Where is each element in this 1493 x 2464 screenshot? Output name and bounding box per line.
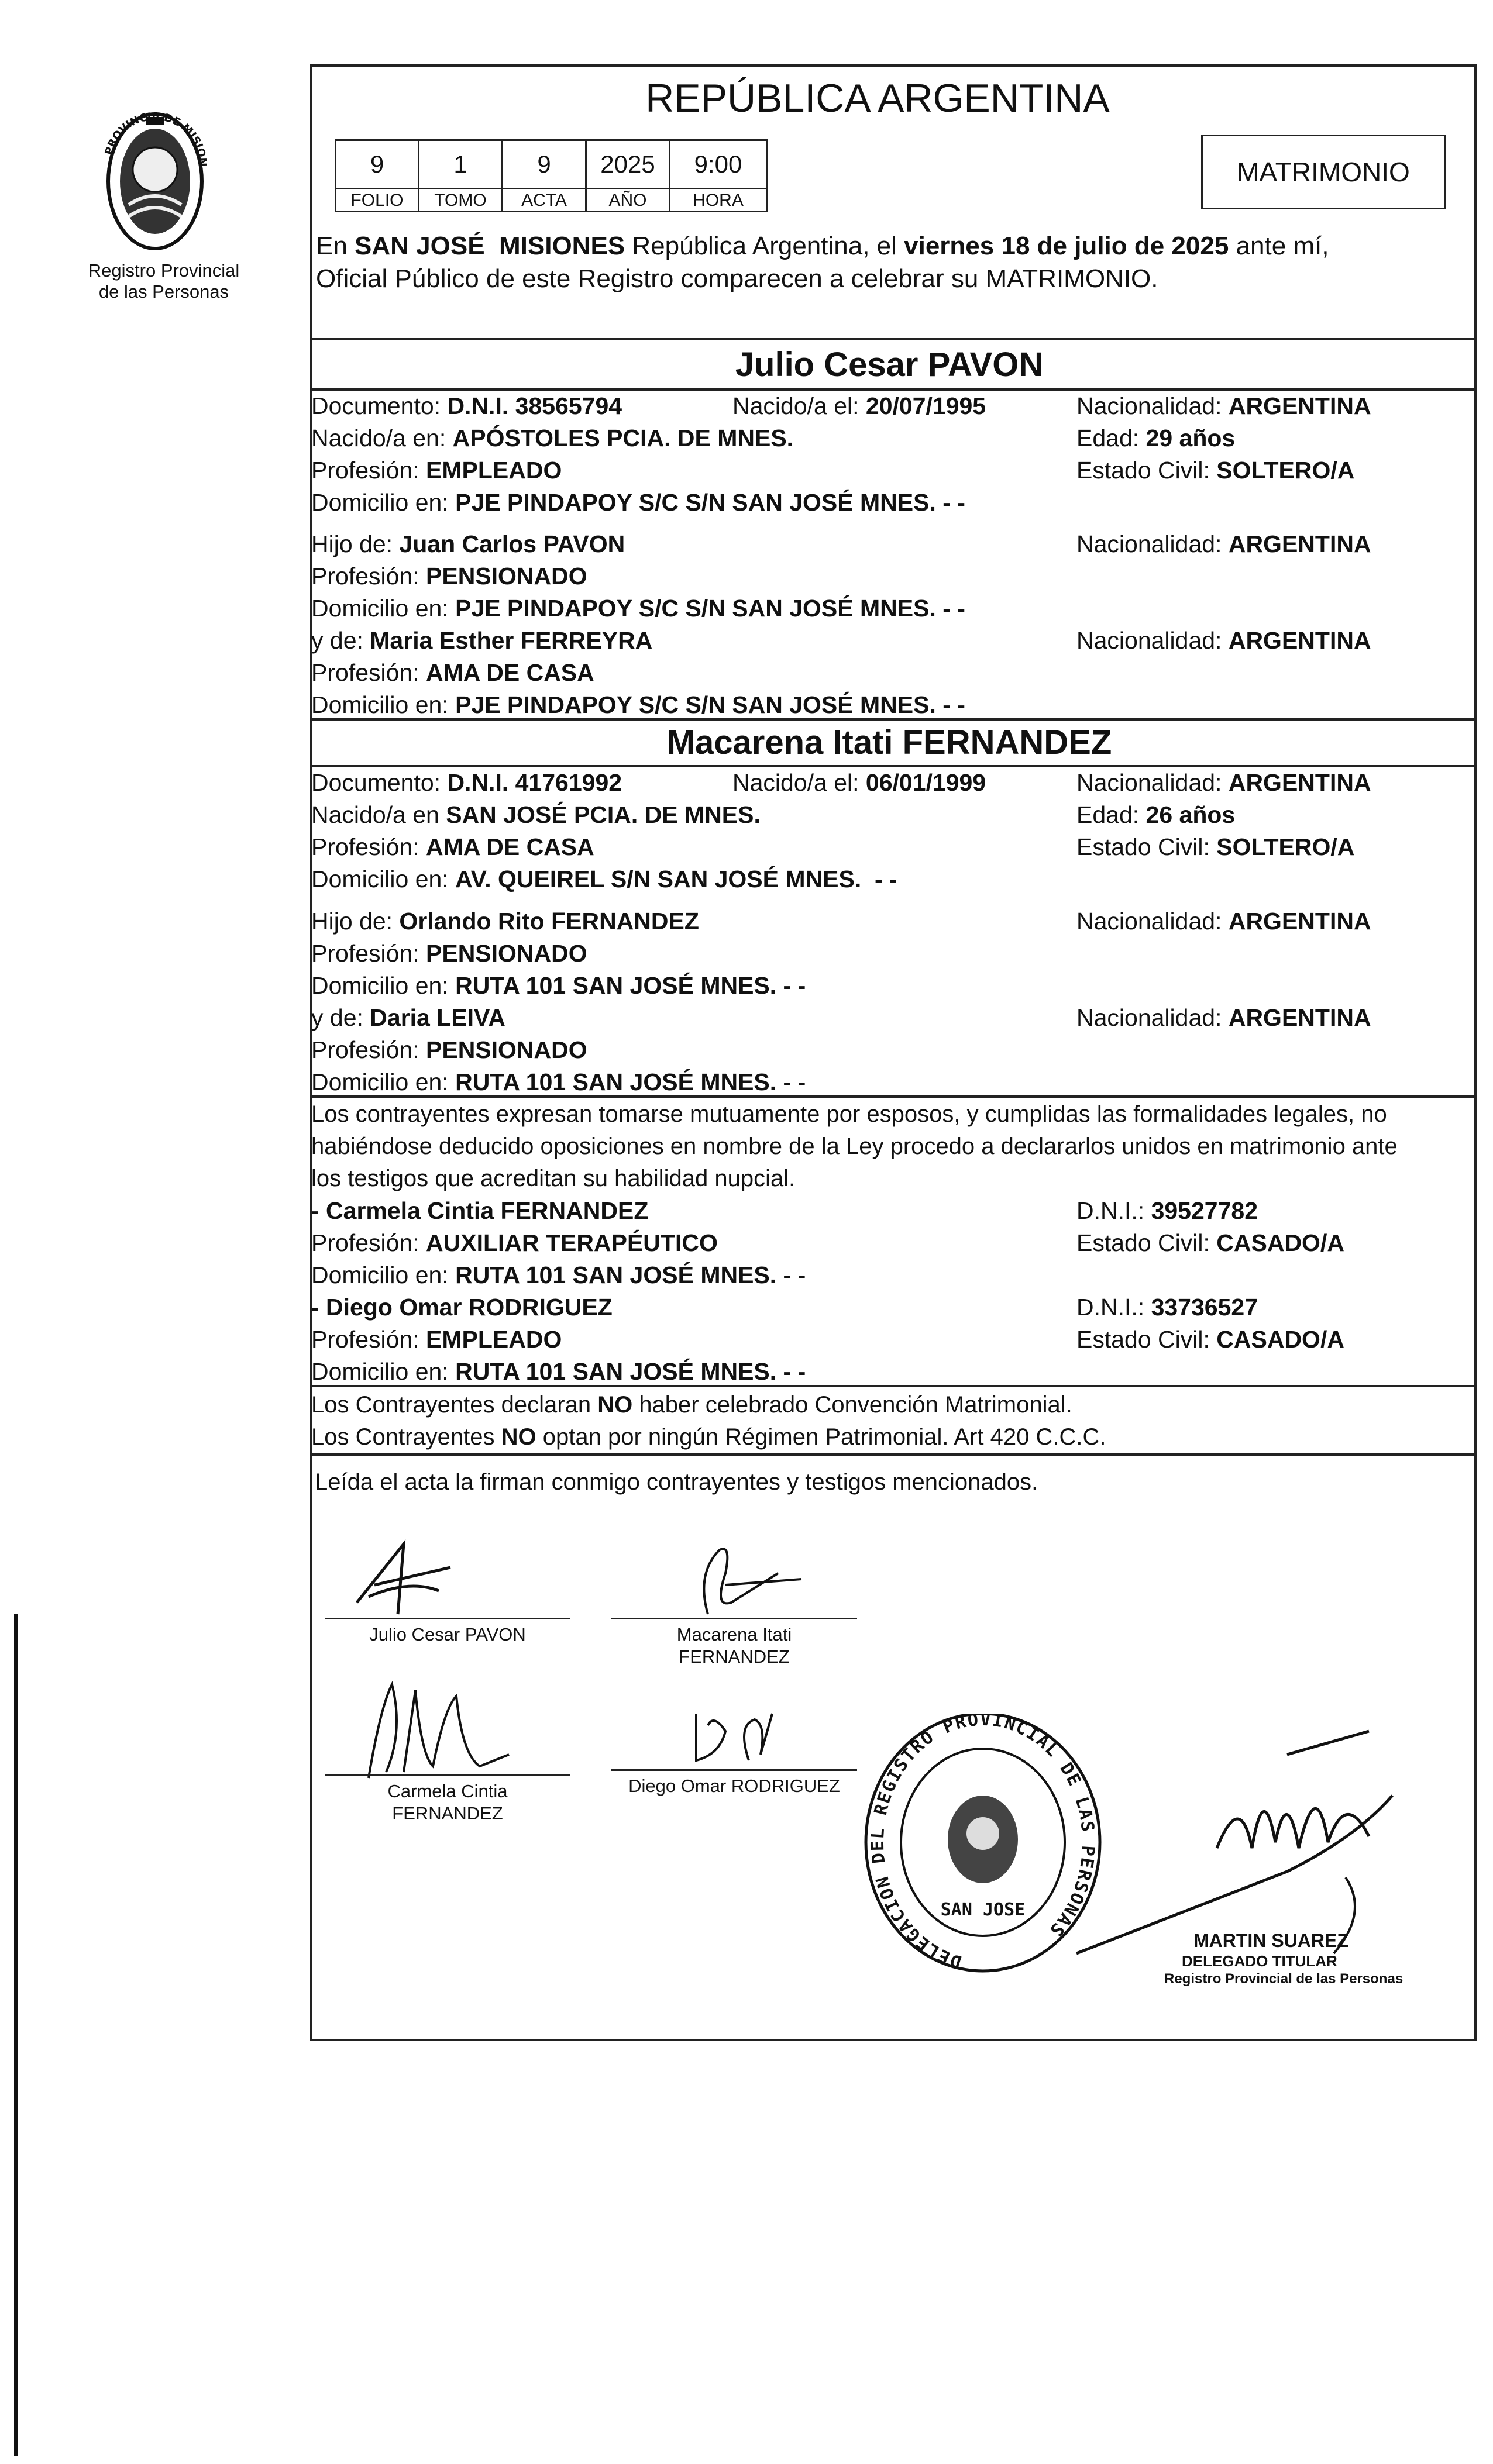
witness1-dni: D.N.I.: 39527782 [1076, 1197, 1258, 1224]
divider-closing [310, 1453, 1477, 1456]
witness2-address: Domicilio en: RUTA 101 SAN JOSÉ MNES. - - [311, 1358, 806, 1385]
divider-intro [310, 338, 1477, 340]
witness2-profession: Profesión: EMPLEADO [311, 1326, 562, 1353]
declaration-line3: los testigos que acreditan su habilidad nupcial. [311, 1166, 796, 1191]
divider-spouse2 [310, 718, 1477, 721]
acta-value: 9 [501, 139, 587, 189]
spouse2-birthplace: Nacido/a en SAN JOSÉ PCIA. DE MNES. [311, 801, 761, 828]
witness1-address: Domicilio en: RUTA 101 SAN JOSÉ MNES. - - [311, 1262, 806, 1288]
spouse2-father-profession: Profesión: PENSIONADO [311, 940, 587, 967]
signature-label-carmela: Carmela Cintia FERNANDEZ [387, 1781, 508, 1824]
signature-label-diego: Diego Omar RODRIGUEZ [628, 1776, 840, 1796]
provincial-coat-of-arms [88, 94, 222, 269]
frame-bottom [310, 2039, 1477, 2041]
intro-place: SAN JOSÉ MISIONES [355, 232, 625, 260]
witness2-name: - Diego Omar RODRIGUEZ [311, 1294, 613, 1321]
spouse2-mother-address: Domicilio en: RUTA 101 SAN JOSÉ MNES. - - [311, 1069, 806, 1095]
spouse2-profession: Profesión: AMA DE CASA [311, 833, 594, 860]
spouse1-name: Julio Cesar PAVON [735, 346, 1044, 384]
witness1-profession: Profesión: AUXILIAR TERAPÉUTICO [311, 1229, 718, 1256]
spouse2-civil-status: Estado Civil: SOLTERO/A [1076, 833, 1355, 860]
acta-label: ACTA [501, 188, 587, 212]
closing-statement: Leída el acta la firman conmigo contrayentes y testigos mencionados. [315, 1469, 1038, 1495]
folio-label: FOLIO [335, 188, 419, 212]
spouse1-birthdate: Nacido/a el: 20/07/1995 [732, 392, 986, 419]
spouse2-father-nationality: Nacionalidad: ARGENTINA [1076, 908, 1371, 935]
spouse1-nationality: Nacionalidad: ARGENTINA [1076, 392, 1371, 419]
spouse1-document: Documento: D.N.I. 38565794 [311, 392, 622, 419]
spouse1-mother-profession: Profesión: AMA DE CASA [311, 659, 594, 686]
convention-line2: Los Contrayentes NO optan por ningún Régimen Patrimonial. Art 420 C.C.C. [311, 1424, 1106, 1450]
frame-right [1474, 64, 1477, 2041]
spouse2-address: Domicilio en: AV. QUEIREL S/N SAN JOSÉ MNES. - - [311, 866, 897, 892]
tomo-label: TOMO [418, 188, 503, 212]
spouse1-profession: Profesión: EMPLEADO [311, 457, 562, 484]
signature-label-macarena: Macarena Itati FERNANDEZ [676, 1624, 792, 1667]
officer-org: Registro Provincial de las Personas [1164, 1971, 1403, 1987]
spouse2-father: Hijo de: Orlando Rito FERNANDEZ [311, 908, 699, 935]
spouse1-father-address: Domicilio en: PJE PINDAPOY S/C S/N SAN JOSÉ MNES. - - [311, 595, 965, 622]
signature-line-carmela [325, 1774, 570, 1776]
spouse2-nationality: Nacionalidad: ARGENTINA [1076, 769, 1371, 796]
divider-declaration [310, 1095, 1477, 1098]
signature-macarena [673, 1538, 825, 1626]
svg-text:PROVINCIA DE MISIONES: PROVINCIA DE MISION [102, 110, 209, 167]
hora-label: HORA [669, 188, 768, 212]
officer-title: DELEGADO TITULAR [1182, 1952, 1337, 1970]
country-title: REPÚBLICA ARGENTINA [645, 76, 1110, 120]
spouse1-father-profession: Profesión: PENSIONADO [311, 563, 587, 590]
svg-text:SAN JOSE: SAN JOSE [940, 1900, 1026, 1920]
ano-label: AÑO [585, 188, 670, 212]
signature-line-diego [611, 1769, 857, 1771]
witness1-civil-status: Estado Civil: CASADO/A [1076, 1229, 1344, 1256]
spouse2-document: Documento: D.N.I. 41761992 [311, 769, 622, 796]
spouse1-age: Edad: 29 años [1076, 425, 1236, 452]
scan-edge-artifact [14, 1614, 18, 2456]
intro-line2: Oficial Público de este Registro comparecen a celebrar su MATRIMONIO. [316, 264, 1158, 293]
frame-top [310, 64, 1477, 67]
signature-line-julio [325, 1618, 570, 1619]
folio-value: 9 [335, 139, 419, 189]
ano-value: 2025 [585, 139, 670, 189]
spouse2-father-address: Domicilio en: RUTA 101 SAN JOSÉ MNES. - - [311, 972, 806, 999]
witness2-dni: D.N.I.: 33736527 [1076, 1294, 1258, 1321]
spouse1-birthplace: Nacido/a en: APÓSTOLES PCIA. DE MNES. [311, 425, 794, 452]
divider-convention [310, 1385, 1477, 1387]
spouse1-mother-address: Domicilio en: PJE PINDAPOY S/C S/N SAN JOSÉ MNES. - - [311, 691, 965, 718]
spouse1-mother: y de: Maria Esther FERREYRA [311, 627, 653, 654]
spouse2-birthdate: Nacido/a el: 06/01/1999 [732, 769, 986, 796]
declaration-line1: Los contrayentes expresan tomarse mutuamente por esposos, y cumplidas las formalidades legales, no [311, 1101, 1387, 1127]
spouse2-mother-nationality: Nacionalidad: ARGENTINA [1076, 1004, 1371, 1031]
hora-value: 9:00 [669, 139, 768, 189]
spouse1-father-nationality: Nacionalidad: ARGENTINA [1076, 530, 1371, 557]
spouse1-father: Hijo de: Juan Carlos PAVON [311, 530, 625, 557]
spouse1-address: Domicilio en: PJE PINDAPOY S/C S/N SAN JOSÉ MNES. - - [311, 489, 965, 516]
officer-name: MARTIN SUAREZ [1193, 1930, 1348, 1951]
intro-date: viernes 18 de julio de 2025 [904, 232, 1229, 260]
org-name: Registro Provincial de las Personas [88, 260, 240, 302]
spouse2-mother-profession: Profesión: PENSIONADO [311, 1036, 587, 1063]
tomo-value: 1 [418, 139, 503, 189]
signature-carmela [345, 1673, 532, 1784]
spouse2-mother: y de: Daria LEIVA [311, 1004, 505, 1031]
witness1-name: - Carmela Cintia FERNANDEZ [311, 1197, 649, 1224]
witness2-civil-status: Estado Civil: CASADO/A [1076, 1326, 1344, 1353]
spouse2-age: Edad: 26 años [1076, 801, 1236, 828]
spouse2-name: Macarena Itati FERNANDEZ [666, 723, 1112, 761]
declaration-line2: habiéndose deducido oposiciones en nombre de la Ley procedo a declararlos unidos en matrimonio ante [311, 1133, 1398, 1159]
signature-julio [333, 1532, 486, 1620]
spouse1-mother-nationality: Nacionalidad: ARGENTINA [1076, 627, 1371, 654]
signature-line-macarena [611, 1618, 857, 1619]
signature-label-julio: Julio Cesar PAVON [369, 1624, 526, 1645]
signature-diego [679, 1702, 796, 1772]
spouse1-civil-status: Estado Civil: SOLTERO/A [1076, 457, 1355, 484]
act-type-box: MATRIMONIO [1201, 135, 1446, 209]
svg-text:DELEGACION DEL REGISTRO PROVIN: DELEGACION DEL REGISTRO PROVINCIAL DE LAS PERSONAS [867, 1714, 1099, 1972]
convention-line1: Los Contrayentes declaran NO haber celebrado Convención Matrimonial. [311, 1392, 1072, 1418]
intro-line1: En SAN JOSÉ MISIONES República Argentina, el viernes 18 de julio de 2025 ante mí, [316, 232, 1329, 260]
